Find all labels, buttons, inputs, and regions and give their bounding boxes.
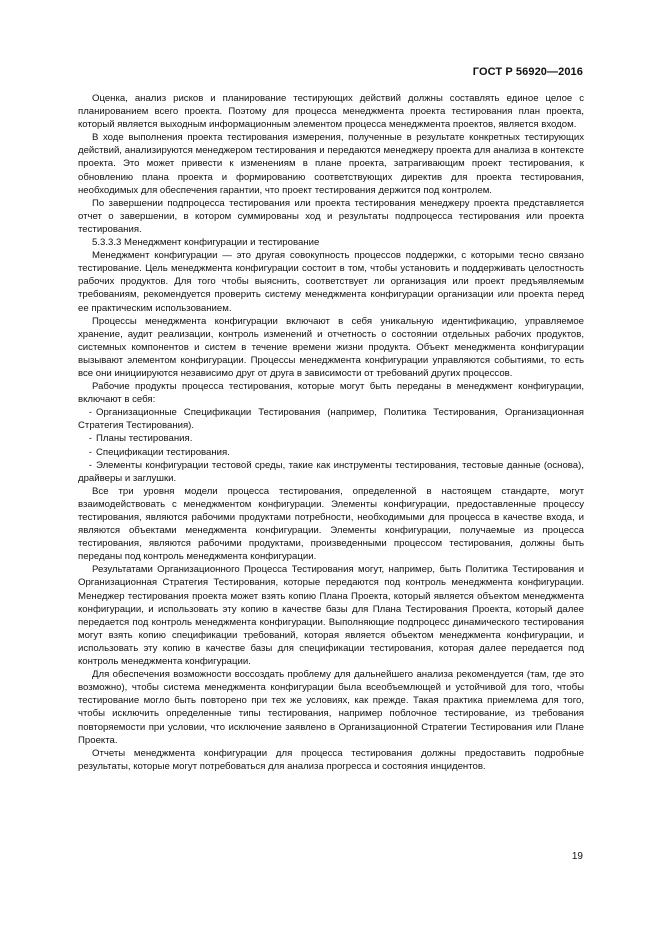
paragraph: По завершении подпроцесса тестирования или проекта тестирования менеджеру проекта представляется отчет о завершении, в котором суммированы ход и результаты подпроцесса тестирования или проекта тестирования. [78, 197, 584, 235]
paragraph: Для обеспечения возможности воссоздать проблему для дальнейшего анализа рекомендуется (там, где это возможно), чтобы система менеджмента конфигурации была всеобъемлющей и устойчивой для того, чтобы тестирование могло быть повторено при тех же условиях, как прежде. Такая практика приемлема для того, чтобы исключить определенные типы тестирования, например поблочное тестирование, из требования повторяемости при условии, что исключение заявлено в Организационной Стратегии Тестирования или Плане Проекта. [78, 669, 584, 746]
paragraph: Менеджмент конфигурации — это другая совокупность процессов поддержки, с которыми тесно связано тестирование. Цель менеджмента конфигурации состоит в том, чтобы установить и поддерживать целостность рабочих продуктов. Для того чтобы выяснить, соответствует ли организация или проект предъявляемым требованиям, рекомендуется проверить систему менеджмента конфигурации организации или проекта перед ее практическим использованием. [78, 250, 584, 314]
list-marker: - [88, 407, 92, 419]
list-item-text: Элементы конфигурации тестовой среды, такие как инструменты тестирования, тестовые данные (основа), драйверы и заглушки. [78, 459, 584, 484]
paragraph: Оценка, анализ рисков и планирование тестирующих действий должны составлять единое целое с планированием всего проекта. Поэтому для процесса менеджмента проекта тестирования план проекта, который является выходным информационным элементом процесса менеджмента проектов, является входом. [78, 93, 584, 131]
list-item [78, 432, 584, 445]
paragraph: Все три уровня модели процесса тестирования, определенной в настоящем стандарте, могут взаимодействовать с менеджментом конфигурации. Элементы конфигурации, предоставленные процессу тестирования, являются рабочими продуктами потребности, необходимыми для процесса в качестве входа, и являются объектами менеджмента конфигурации. Элементы конфигурации, получаемые из процесса тестирования, являются рабочими продуктами, произведенными процессом тестирования, должны быть переданы под контроль менеджмента конфигурации. [78, 485, 584, 563]
list-marker: - [88, 433, 92, 445]
page-number: 19 [571, 851, 583, 862]
list-item [78, 406, 584, 432]
paragraph: Отчеты менеджмента конфигурации для процесса тестирования должны предоставить подробные результаты, которые могут потребоваться для анализа прогресса и состояния инцидентов. [78, 747, 584, 772]
standard-designation: ГОСТ Р 56920—2016 [472, 66, 583, 78]
paragraph: В ходе выполнения проекта тестирования измерения, полученные в результате конкретных тестирующих действий, анализируются менеджером тестирования и передаются менеджеру проекта для анализа в контексте проекта. Это может привести к изменениям в плане проекта, затрагивающим проект тестирования, к обновлению плана проекта и формированию соответствующих директив для проекта тестирования, необходимых для обеспечения гарантии, что проект тестирования держится под контролем. [78, 132, 584, 196]
list-item [78, 459, 584, 485]
list-marker: - [88, 446, 92, 458]
paragraph: Процессы менеджмента конфигурации включают в себя уникальную идентификацию, управляемое хранение, аудит реализации, контроль изменений и отчетность о состоянии отдельных рабочих продуктов, системных компонентов и систем в течение времени жизни продукта. Объект менеджмента конфигурации вызывают элементом конфигурации. Процессы менеджмента конфигурации управляются событиями, то есть все они инициируются независимо друг от друга в зависимости от требований других процессов. [78, 315, 584, 379]
list-item-text: Спецификации тестирования. [96, 446, 230, 458]
list-marker: - [88, 459, 92, 471]
paragraph: Рабочие продукты процесса тестирования, которые могут быть переданы в менеджмент конфигурации, включают в себя: [78, 381, 584, 406]
section-heading: 5.3.3.3 Менеджмент конфигурации и тестирование [92, 237, 320, 249]
list-item-text: Организационные Спецификации Тестирования (например, Политика Тестирования, Организационная Стратегия Тестирования). [78, 407, 584, 432]
list-item-text: Планы тестирования. [96, 433, 193, 445]
document-body [78, 92, 584, 773]
list-item [78, 446, 584, 459]
paragraph: Результатами Организационного Процесса Тестирования могут, например, быть Политика Тестирования и Организационная Стратегия Тестирования, которые передаются под контроль менеджмента конфигурации. Менеджер тестирования проекта может взять копию Плана Проекта, который является объектом менеджмента конфигурации, и использовать эту копию в качестве базы для Плана Тестирования Проекта, который далее передается под контроль менеджмента конфигурации. Выполняющие подпроцесс динамического тестирования могут взять копию спецификации требований, которая является объектом менеджмента конфигурации, и использовать эту копию в качестве базы для спецификации тестирования, которая далее передается под контроль менеджмента конфигурации. [78, 564, 584, 668]
